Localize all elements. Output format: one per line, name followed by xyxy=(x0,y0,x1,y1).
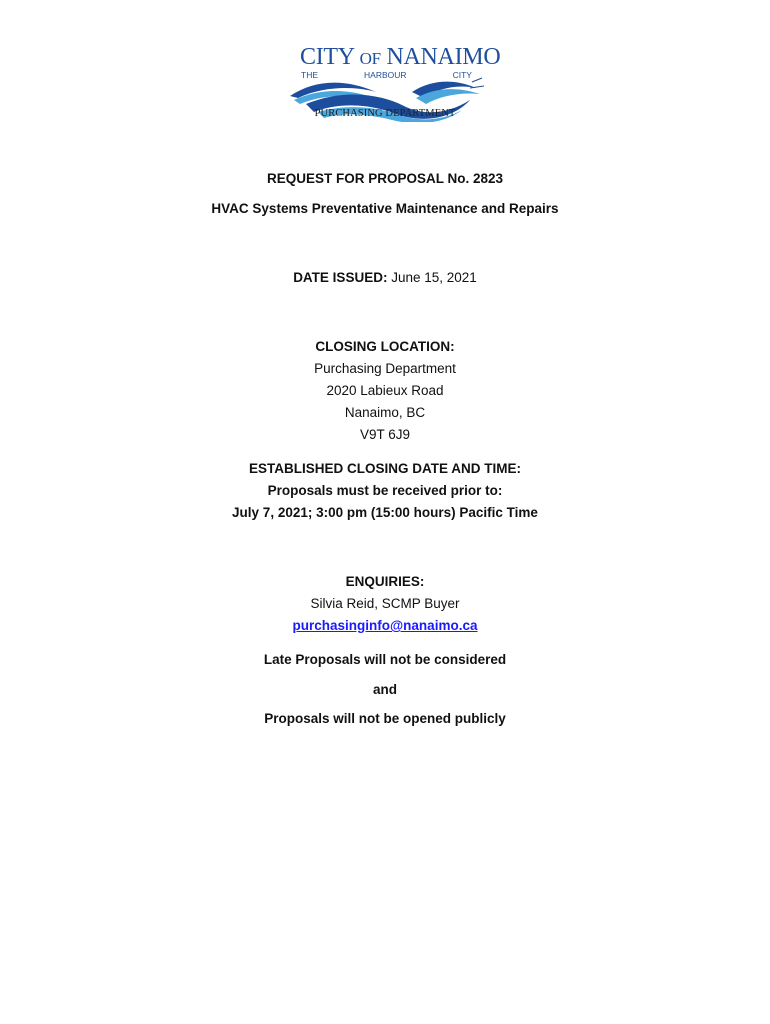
logo-of-word: OF xyxy=(359,49,381,68)
date-issued-value: June 15, 2021 xyxy=(391,270,477,285)
logo-city-name xyxy=(300,44,500,72)
logo-tagline-the: THE xyxy=(301,70,318,80)
logo-city-word: CITY xyxy=(300,44,354,70)
closing-location-line: V9T 6J9 xyxy=(359,427,411,442)
rfp-subject: HVAC Systems Preventative Maintenance and Repairs xyxy=(211,201,559,216)
logo-nanaimo-word: NANAIMO xyxy=(386,44,501,70)
notice-conjunction: and xyxy=(372,682,397,697)
closing-location-line: Purchasing Department xyxy=(314,361,456,376)
closing-location-line: Nanaimo, BC xyxy=(344,405,426,420)
closing-location-line: 2020 Labieux Road xyxy=(326,383,444,398)
date-issued-line xyxy=(0,269,770,287)
closing-location-label: CLOSING LOCATION: xyxy=(315,339,455,354)
logo-tagline-city: CITY xyxy=(452,70,472,80)
rfp-title: REQUEST FOR PROPOSAL No. 2823 xyxy=(266,171,504,186)
logo-tagline-harbour: HARBOUR xyxy=(364,70,407,80)
enquiries-label: ENQUIRIES: xyxy=(345,574,425,589)
closing-datetime-note: Proposals must be received prior to: xyxy=(267,483,503,498)
closing-datetime-value: July 7, 2021; 3:00 pm (15:00 hours) Pacific Time xyxy=(232,505,538,520)
enquiries-email-link[interactable]: purchasinginfo@nanaimo.ca xyxy=(292,618,478,633)
purchasing-department-caption: PURCHASING DEPARTMENT xyxy=(314,108,456,119)
enquiries-contact: Silvia Reid, SCMP Buyer xyxy=(310,596,460,611)
closing-datetime-label: ESTABLISHED CLOSING DATE AND TIME: xyxy=(249,461,521,476)
date-issued-label: DATE ISSUED: xyxy=(293,270,388,285)
enquiries-email-row xyxy=(0,617,770,635)
late-proposals-notice: Late Proposals will not be considered xyxy=(263,652,507,667)
public-opening-notice: Proposals will not be opened publicly xyxy=(264,711,506,726)
